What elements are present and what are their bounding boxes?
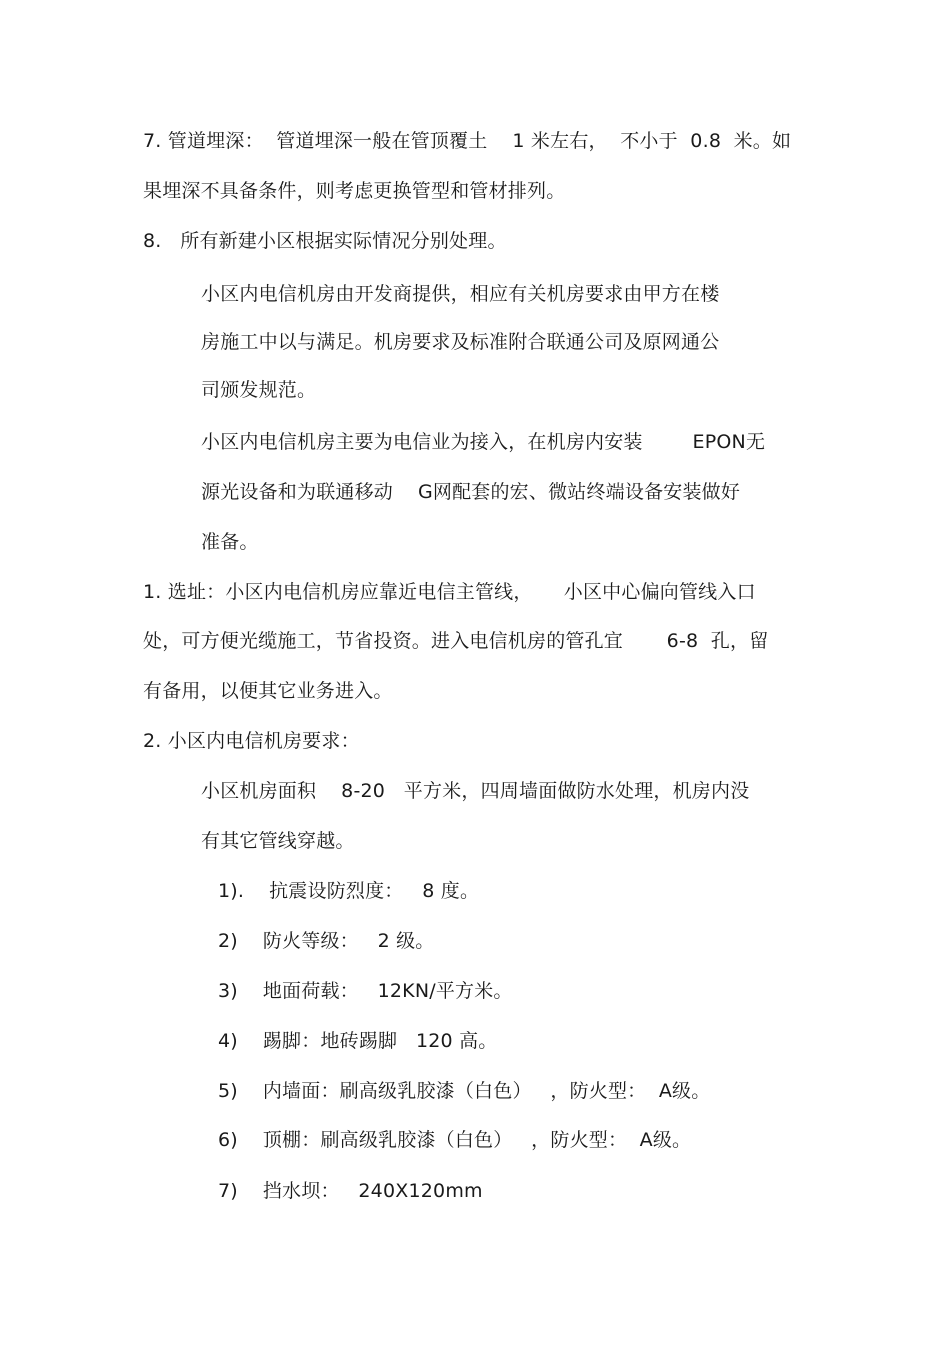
text-line: 小区机房面积 8-20 平方米，四周墙面做防水处理，机房内没	[201, 780, 750, 802]
text-line: 1. 选址：小区内电信机房应靠近电信主管线， 小区中心偏向管线入口	[143, 581, 756, 603]
text-line: 准备。	[201, 531, 259, 553]
list-item: 1). 抗震设防烈度： 8 度。	[218, 880, 480, 902]
text-line: 8. 所有新建小区根据实际情况分别处理。	[143, 230, 507, 252]
list-item: 7) 挡水坝： 240X120mm	[218, 1180, 483, 1202]
text-line: 司颁发规范。	[201, 379, 317, 401]
text-line: 果埋深不具备条件，则考虑更换管型和管材排列。	[143, 180, 566, 202]
text-line: 小区内电信机房主要为电信业为接入，在机房内安装 EPON无	[201, 431, 766, 453]
list-item: 2) 防火等级： 2 级。	[218, 930, 435, 952]
text-line: 有其它管线穿越。	[201, 830, 355, 852]
text-line: 源光设备和为联通移动 G网配套的宏、微站终端设备安装做好	[201, 481, 741, 503]
text-line: 2. 小区内电信机房要求：	[143, 730, 360, 752]
list-item: 6) 顶棚：刷高级乳胶漆（白色） ，防火型： A级。	[218, 1129, 692, 1151]
text-line: 房施工中以与满足。机房要求及标准附合联通公司及原网通公	[201, 331, 720, 353]
text-line: 处，可方便光缆施工，节省投资。进入电信机房的管孔宜 6-8 孔，留	[143, 630, 769, 652]
text-line: 有备用，以便其它业务进入。	[143, 680, 393, 702]
list-item: 3) 地面荷载： 12KN/平方米。	[218, 980, 513, 1002]
text-line: 7. 管道埋深： 管道埋深一般在管顶覆土 1 米左右， 不小于 0.8 米。如	[143, 130, 792, 152]
list-item: 4) 踢脚：地砖踢脚 120 高。	[218, 1030, 498, 1052]
text-line: 小区内电信机房由开发商提供，相应有关机房要求由甲方在楼	[201, 283, 720, 305]
list-item: 5) 内墙面：刷高级乳胶漆（白色） ，防火型： A级。	[218, 1080, 711, 1102]
